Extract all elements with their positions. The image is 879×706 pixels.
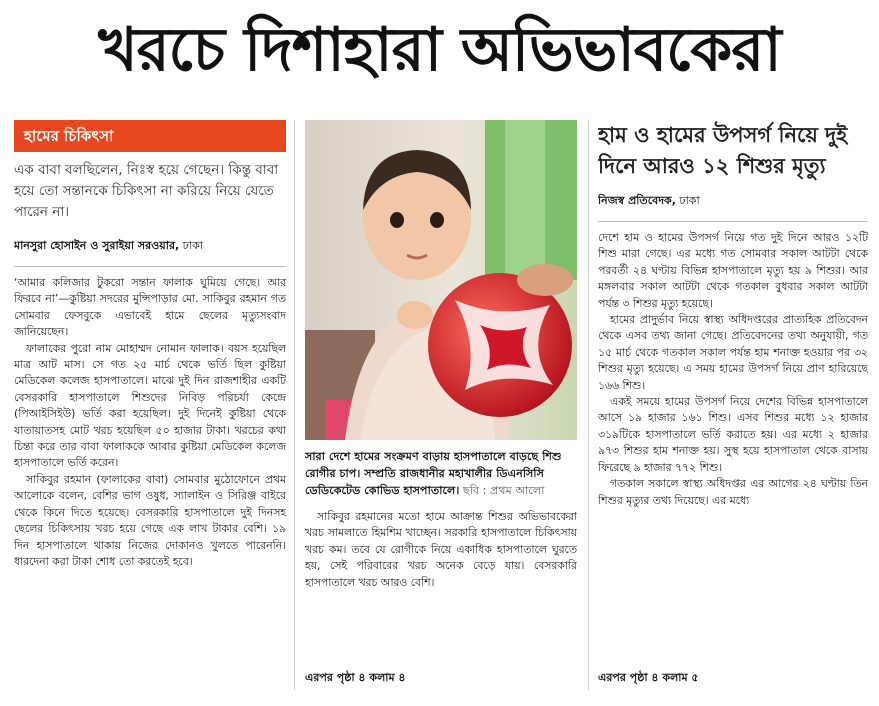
article-deck: এক বাবা বলছিলেন, নিঃস্ব হয়ে গেছেন। কিন্তু বাবা হয়ে তো সন্তানকে চিকিৎসা না করিয়ে নিয়ে যেতে পারেন না।: [14, 162, 279, 220]
middle-column: [305, 120, 577, 700]
paragraph: দেশে হাম ও হামের উপসর্গ নিয়ে গত দুই দিনে আরও ১২টি শিশু মারা গেছে। এর মধ্যে গত সোমবার সকাল আটটা থেকে পরবর্তী ২৪ ঘণ্টায় বিভিন্ন হাসপাতালে মৃত্যু হয় ৯ শিশুর। আর মঙ্গলবার সকাল আটটা থেকে গতকাল বুধবার সকাল আটটা পর্যন্ত ৩ শিশুর মৃত্যু হয়েছে।: [598, 231, 868, 310]
byline-place: ঢাকা: [675, 194, 700, 207]
byline-authors: নিজস্ব প্রতিবেদক,: [598, 194, 676, 207]
photo-caption: [305, 448, 577, 499]
main-headline: খরচে দিশাহারা অভিভাবকেরা: [98, 15, 781, 85]
left-article-body: [14, 275, 286, 570]
byline-authors: মানসুরা হোসাইন ও সুরাইয়া সরওয়ার,: [14, 239, 180, 252]
right-byline: [598, 192, 868, 211]
middle-article-body: [305, 509, 577, 591]
photo-credit: ছবি : প্রথম আলো: [459, 484, 545, 497]
paragraph: ‘আমার কলিজার টুকরো সন্তান ফালাক ঘুমিয়ে গেছে। আর ফিরবে না’—কুষ্টিয়া সদরের মুন্সিপাড়ার মো. সাকিবুর রহমান গত সোমবার ফেসবুকে এভাবেই হামে ছেলের মৃত্যুসংবাদ জানিয়েছেন।: [14, 276, 286, 339]
paragraph: গতকাল সকালে স্বাস্থ্য অধিদপ্তর এর আগের ২৪ ঘণ্টায় তিন শিশুর মৃত্যুর তথ্য দিয়েছে। এর মধ্যে: [598, 477, 868, 507]
secondary-headline: হাম ও হামের উপসর্গ নিয়ে দুই দিনে আরও ১২ শিশুর মৃত্যু: [598, 123, 848, 178]
column-divider: [588, 120, 589, 690]
continued-link[interactable]: এরপর পৃষ্ঠা ৪ কলাম ৪: [305, 671, 406, 684]
right-article-body: [598, 230, 868, 509]
photo-illustration: [305, 120, 577, 440]
infant-with-red-ball-photo: [305, 120, 577, 440]
byline-place: ঢাকা: [179, 239, 203, 252]
section-kicker: হামের চিকিৎসা: [14, 120, 286, 152]
paragraph: হামের প্রাদুর্ভাব নিয়ে স্বাস্থ্য অধিদপ্তরের প্রাত্যহিক প্রতিবেদন থেকে এসব তথ্য জানা গেছে। প্রতিবেদনের তথ্য অনুযায়ী, গত ১৫ মার্চ থেকে গতকাল সকাল পর্যন্ত হাম শনাক্ত হওয়ার পর ৩২ শিশুর মৃত্যু হয়েছে। এ সময় হামের উপসর্গ নিয়ে প্রাণ হারিয়েছে ১৬৬ শিশু।: [598, 313, 868, 392]
paragraph: সাকিবুর রহমানের মতো হামে আক্রান্ত শিশুর অভিভাবকেরা খরচ সামলাতে হিমশিম খাচ্ছেন। সরকারি হাসপাতালে চিকিৎসায় খরচ কম। তবে যে রোগীকে নিয়ে একাধিক হাসপাতালে ঘুরতে হয়, সেই পরিবারের খরচ অনেক বেড়ে যায়। বেসরকারি হাসপাতালে খরচ আরও বেশি।: [305, 510, 577, 589]
column-divider: [294, 120, 295, 690]
paragraph: সাকিবুর রহমান (ফালাকের বাবা) সোমবার মুঠোফোনে প্রথম আলোকে বলেন, বেশির ভাগ ওষুধ, স্যালাইন ও সিরিঞ্জ বাইরে থেকে কিনে দিতে হয়েছে। বেসরকারি হাসপাতালে দুই দিনসহ ছেলের চিকিৎসায় খরচ হয়ে গেছে এক লাখ টাকার বেশি। ১৯ দিন হাসপাতালে থাকায় নিজের দোকানও খুলতে পারেননি। ধারদেনা করা টাকা শোধ তো করতেই হবে।: [14, 472, 286, 568]
right-column: [598, 120, 868, 700]
byline-divider: [14, 266, 286, 267]
continued-link[interactable]: এরপর পৃষ্ঠা ৪ কলাম ৫: [598, 671, 699, 684]
left-byline: [14, 237, 286, 256]
paragraph: একই সময়ে হামের উপসর্গ নিয়ে দেশের বিভিন্ন হাসপাতালে আসে ১৯ হাজার ১৬১ শিশু। এসব শিশুর মধ্যে ১২ হাজার ৩১৯টিকে হাসপাতালে ভর্তি করাতে হয়। এর মধ্যে ২ হাজার ৯৭৩ শিশুর হাম শনাক্ত হয়। সুস্থ হয়ে হাসপাতাল থেকে বাসায় ফিরেছে ৯ হাজার ৭৭২ শিশু।: [598, 395, 868, 474]
caption-text: সারা দেশে হামের সংক্রমণ বাড়ায় হাসপাতালে বাড়ছে শিশু রোগীর চাপ। সম্প্রতি রাজধানীর মহাখালীর ডিএনসিসি ডেডিকেটেড কোভিড হাসপাতালে।: [305, 450, 562, 497]
paragraph: ফালাকের পুরো নাম মোহাম্মদ নোমান ফালাক। বয়স হয়েছিল মাত্র আট মাস। সে গত ২৫ মার্চ থেকে ভর্তি ছিল কুষ্টিয়া মেডিকেল কলেজ হাসপাতালে। মাঝে দুই দিন রাজশাহীর একটি বেসরকারি হাসপাতালে শিশুদের নিবিড় পরিচর্যা কেন্দ্রে (পিআইসিইউ) ভর্তি করা হয়েছিল। দুই দিনেই কুষ্টিয়া থেকে যাতায়াতসহ মোট খরচ হয়েছিল ৫০ হাজার টাকা। খরচের কথা চিন্তা করে তার বাবা ফালাককে আবার কুষ্টিয়া মেডিকেল কলেজ হাসপাতালে ভর্তি করেন।: [14, 341, 286, 470]
left-column: [14, 120, 286, 700]
byline-divider: [598, 221, 868, 222]
